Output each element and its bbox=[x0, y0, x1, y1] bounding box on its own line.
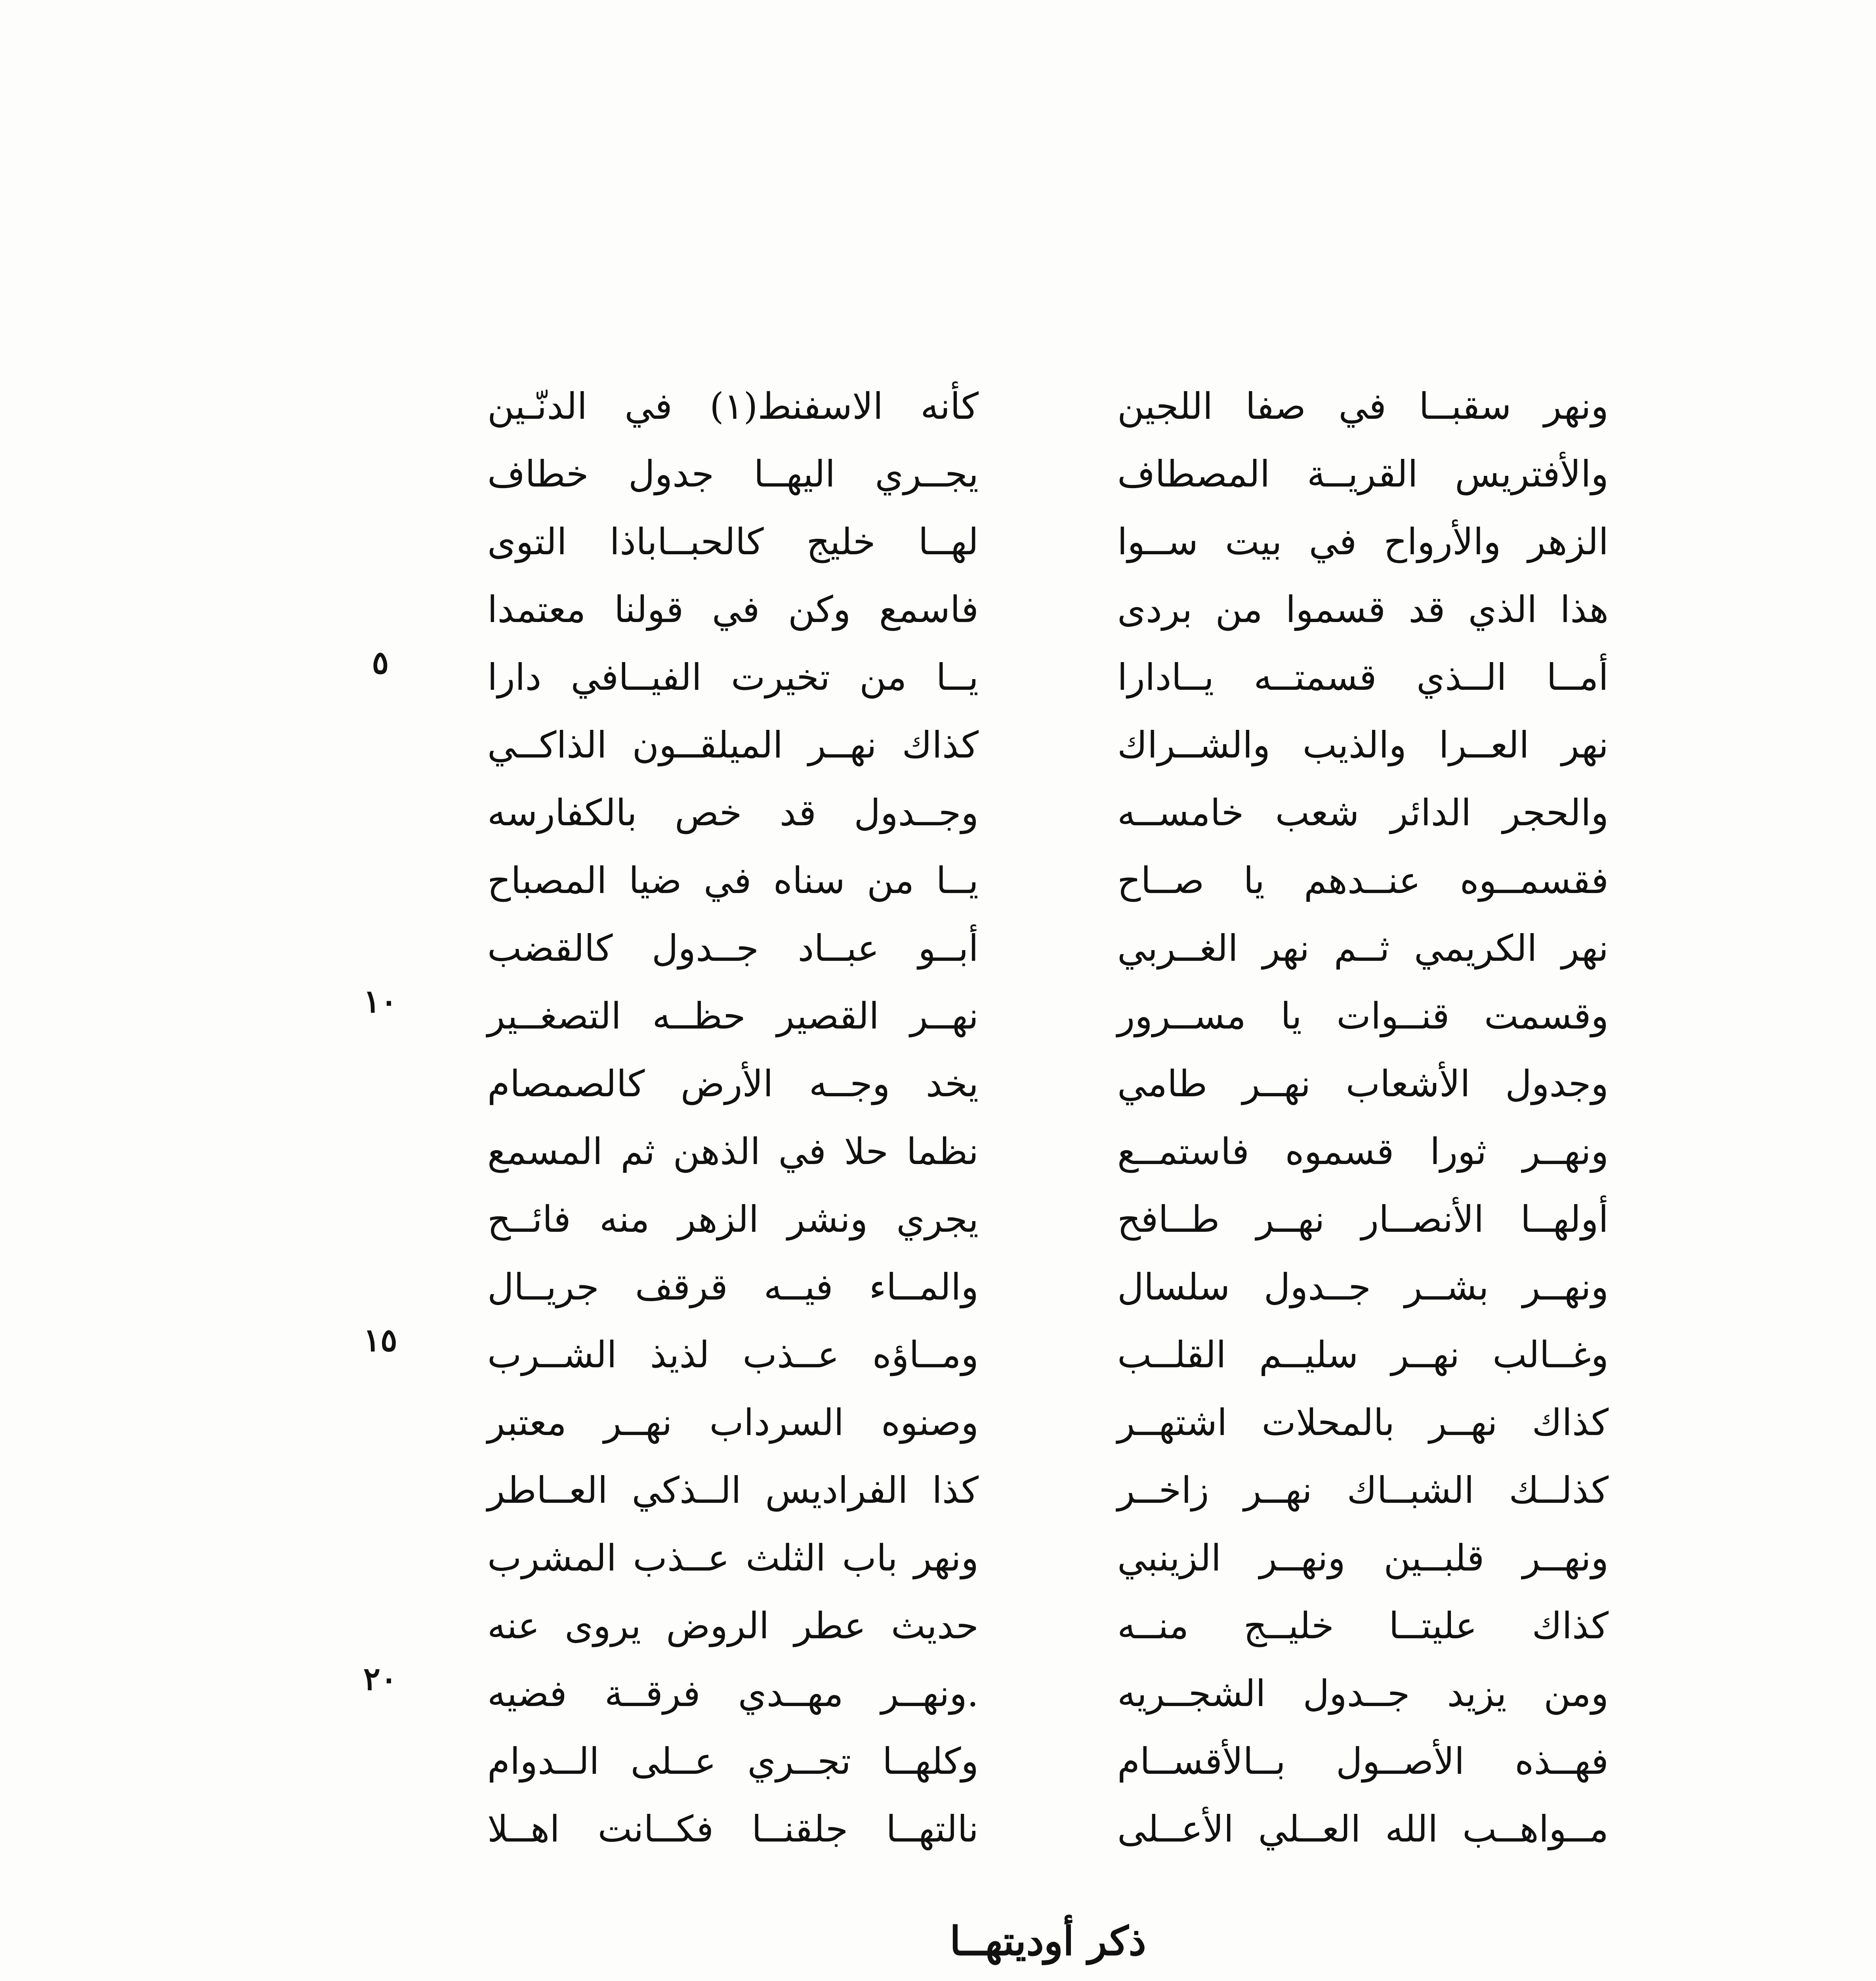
verse-first-hemistich: ومن يزيد جــدول الشجــريه bbox=[1117, 1672, 1609, 1715]
verse-second-hemistich: يجري ونشر الزهر منه فائــح bbox=[487, 1198, 979, 1241]
verse-row bbox=[487, 1253, 1609, 1321]
verse-first-hemistich: والأفتريس القريــة المصطاف bbox=[1117, 452, 1609, 495]
verse-row bbox=[487, 1185, 1609, 1253]
verse-second-hemistich: يخد وجــه الأرض كالصمصام bbox=[487, 1062, 979, 1105]
verse-second-hemistich: كأنه الاسفنط(١) في الدنّـين bbox=[487, 385, 979, 427]
verse-row bbox=[487, 440, 1609, 508]
verse-second-hemistich: وصنوه السرداب نهــر معتبر bbox=[487, 1401, 979, 1444]
verse-second-hemistich: .ونهــر مهــدي فرقــة فضيه bbox=[487, 1672, 979, 1715]
verse-first-hemistich: أولهــا الأنصــار نهــر طــافح bbox=[1117, 1198, 1609, 1241]
verse-second-hemistich: والمــاء فيــه قرقف جريــال bbox=[487, 1265, 979, 1308]
verse-first-hemistich: والحجر الدائر شعب خامســه bbox=[1117, 791, 1609, 834]
verse-row bbox=[487, 576, 1609, 643]
verse-second-hemistich: نالتهــا جلقنــا فكــانت اهــلا bbox=[487, 1807, 979, 1850]
poem-verses bbox=[487, 372, 1609, 1863]
verse-first-hemistich: الزهر والأرواح في بيت ســوا bbox=[1117, 520, 1609, 563]
verse-second-hemistich: حديث عطر الروض يروى عنه bbox=[487, 1604, 979, 1647]
verse-first-hemistich: أمــا الــذي قسمتــه يــادارا bbox=[1117, 656, 1609, 699]
verse-second-hemistich: كذاك نهــر الميلقــون الذاكــي bbox=[487, 723, 979, 766]
verse-second-hemistich: نهــر القصير حظــه التصغــير bbox=[487, 994, 979, 1037]
verse-second-hemistich: لهــا خليج كالحبــاباذا التوى bbox=[487, 520, 979, 563]
verse-row bbox=[487, 1389, 1609, 1456]
verse-first-hemistich: ونهر سقبــا في صفا اللجين bbox=[1117, 385, 1609, 427]
verse-first-hemistich: فهــذه الأصــول بــالأقســام bbox=[1117, 1740, 1609, 1783]
verse-first-hemistich: كذلــك الشبــاك نهــر زاخــر bbox=[1117, 1469, 1609, 1512]
verse-first-hemistich: هذا الذي قد قسموا من بردى bbox=[1117, 588, 1609, 631]
verse-first-hemistich: كذاك نهــر بالمحلات اشتهــر bbox=[1117, 1401, 1609, 1444]
verse-first-hemistich: وجدول الأشعاب نهــر طامي bbox=[1117, 1062, 1609, 1105]
verse-second-hemistich: وجــدول قد خص بالكفارسه bbox=[487, 791, 979, 834]
verse-row bbox=[487, 1524, 1609, 1592]
verse-row bbox=[487, 1592, 1609, 1660]
line-number-5: ٥ bbox=[372, 644, 389, 681]
verse-first-hemistich: ونهــر ثورا قسموه فاستمــع bbox=[1117, 1130, 1609, 1173]
verse-first-hemistich: مــواهــب الله العــلي الأعــلى bbox=[1117, 1807, 1609, 1850]
verse-row bbox=[487, 711, 1609, 779]
verse-first-hemistich: نهر الكريمي ثــم نهر الغــربي bbox=[1117, 927, 1609, 970]
verse-row bbox=[487, 508, 1609, 576]
verse-row bbox=[487, 372, 1609, 440]
verse-row bbox=[487, 914, 1609, 982]
verse-row bbox=[487, 1795, 1609, 1863]
verse-row bbox=[487, 982, 1609, 1050]
verse-row bbox=[487, 1660, 1609, 1727]
verse-row bbox=[487, 1456, 1609, 1524]
verse-second-hemistich: أبــو عبــاد جــدول كالقضب bbox=[487, 927, 979, 970]
verse-second-hemistich: يــا من سناه في ضيا المصباح bbox=[487, 859, 979, 902]
verse-row bbox=[487, 1727, 1609, 1795]
verse-row bbox=[487, 847, 1609, 914]
verse-second-hemistich: وكلهــا تجــري عــلى الــدوام bbox=[487, 1740, 979, 1783]
verse-second-hemistich: يــا من تخيرت الفيــافي دارا bbox=[487, 656, 979, 699]
line-number-10: ١٠ bbox=[363, 983, 397, 1020]
verse-row bbox=[487, 643, 1609, 711]
verse-second-hemistich: كذا الفراديس الــذكي العــاطر bbox=[487, 1469, 979, 1512]
line-number-15: ١٥ bbox=[363, 1321, 397, 1359]
section-heading: ذكر أوديتهــا bbox=[950, 1918, 1146, 1964]
verse-first-hemistich: ونهــر قلبــين ونهــر الزينبي bbox=[1117, 1536, 1609, 1579]
verse-row bbox=[487, 779, 1609, 847]
verse-first-hemistich: ونهــر بشــر جــدول سلسال bbox=[1117, 1265, 1609, 1308]
verse-row bbox=[487, 1321, 1609, 1389]
verse-second-hemistich: ونهر باب الثلث عــذب المشرب bbox=[487, 1536, 979, 1579]
verse-second-hemistich: يجــري اليهــا جدول خطاف bbox=[487, 452, 979, 495]
verse-second-hemistich: ومــاؤه عــذب لذيذ الشــرب bbox=[487, 1333, 979, 1376]
verse-row bbox=[487, 1050, 1609, 1118]
line-number-20: ٢٠ bbox=[363, 1660, 397, 1697]
verse-first-hemistich: نهر العــرا والذيب والشــراك bbox=[1117, 723, 1609, 766]
verse-first-hemistich: فقسمــوه عنــدهم يا صــاح bbox=[1117, 859, 1609, 902]
verse-first-hemistich: وغــالب نهــر سليــم القلــب bbox=[1117, 1333, 1609, 1376]
verse-first-hemistich: كذاك عليتــا خليــج منــه bbox=[1117, 1604, 1609, 1647]
verse-second-hemistich: نظما حلا في الذهن ثم المسمع bbox=[487, 1130, 979, 1173]
verse-second-hemistich: فاسمع وكن في قولنا معتمدا bbox=[487, 588, 979, 631]
verse-row bbox=[487, 1118, 1609, 1185]
verse-first-hemistich: وقسمت قنــوات يا مســرور bbox=[1117, 994, 1609, 1037]
